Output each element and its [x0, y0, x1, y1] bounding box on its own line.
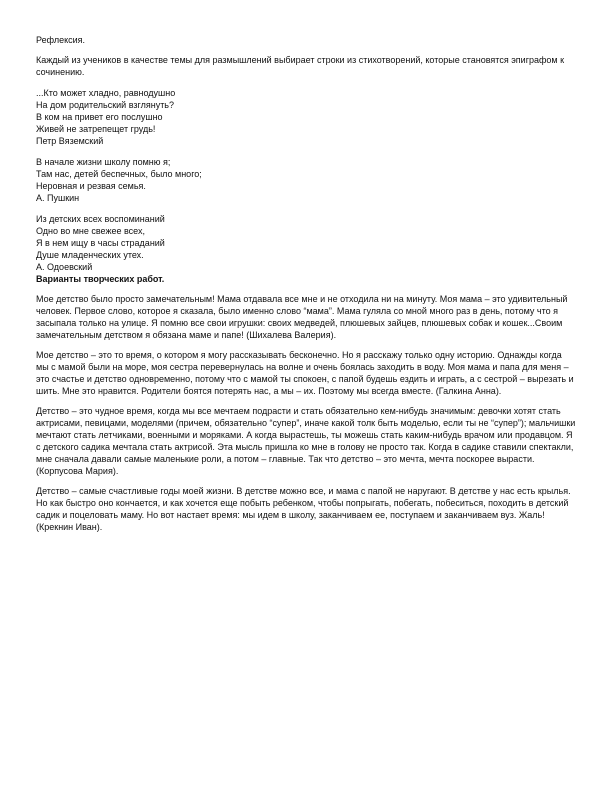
poem-odoevsky: [36, 213, 576, 273]
poem-pushkin: [36, 156, 576, 204]
poem-vyazemsky: [36, 87, 576, 147]
essay-paragraph: Мое детство – это то время, о котором я могу рассказывать бесконечно. Но я расскажу только одну историю. Однажды когда мы с мамой были на море, моя сестра перевернулась на волне и очень боялась заходить в воду. Моя мама и папа для меня – это счастье и детство одновременно, потому что с мамой ты спокоен, с папой будешь ездить и играть, а с сестрой – вырезать и шить. Мне это нравится. Родители боятся потерять нас, а мы – их. Поэтому мы всегда вместе. (Галкина Анна).: [36, 350, 574, 396]
poem-line: Живей не затрепещет грудь!: [36, 124, 156, 134]
poem-line: Я в нем ищу в часы страданий: [36, 238, 165, 248]
section-heading: Варианты творческих работ.: [36, 274, 165, 284]
document-body: [36, 34, 576, 541]
poem-author: А. Пушкин: [36, 193, 80, 203]
essay-paragraph: Детство – самые счастливые годы моей жизни. В детстве можно все, и мама с папой не наругают. В детстве у нас есть крылья. Но как быстро оно кончается, и как хочется еще побыть ребенком, чтобы попрыгать, побегать, побеситься, походить в детский садик и поцеловать маму. Но вот настает время: мы идем в школу, заканчиваем ее, поступаем и заканчиваем вуз. Жаль! (Крекнин Иван).: [36, 486, 571, 532]
poem-line: Душе младенческих утех.: [36, 250, 144, 260]
poem-line: На дом родительский взглянуть?: [36, 100, 175, 110]
intro-paragraph: Каждый из учеников в качестве темы для размышлений выбирает строки из стихотворений, которые становятся эпиграфом к сочинению.: [36, 55, 565, 77]
poem-author: А. Одоевский: [36, 262, 93, 272]
poem-line: Неровная и резвая семья.: [36, 181, 146, 191]
document-title: Рефлексия.: [36, 35, 86, 45]
essay-paragraph: Мое детство было просто замечательным! Мама отдавала все мне и не отходила ни на минуту. Моя мама – это удивительный человек. Первое слово, которое я сказала, было именно слово “мама”. Мама гуляла со мной много раз в день, потому что я засыпала только на улице. Я помню все свои игрушки: своих медведей, плюшевых зайцев, плюшевых собак и кошек...Своим замечательным детством я обязана маме и папе! (Шихалева Валерия).: [36, 294, 568, 340]
poem-author: Петр Вяземский: [36, 136, 104, 146]
poem-line: В начале жизни школу помню я;: [36, 157, 171, 167]
poem-line: Одно во мне свежее всех,: [36, 226, 145, 236]
poem-line: Из детских всех воспоминаний: [36, 214, 165, 224]
poem-line: ...Кто может хладно, равнодушно: [36, 88, 176, 98]
poem-line: В ком на привет его послушно: [36, 112, 163, 122]
essay-paragraph: Детство – это чудное время, когда мы все мечтаем подрасти и стать обязательно кем-нибудь значимым: девочки хотят стать актрисами, певицами, моделями (причем, обязательно “супер”, иначе какой толк быть моделью, если ты не “супер”); мальчишки мечтают стать летчиками, военными и моряками. А когда вырастешь, ты можешь стать каким-нибудь врачом или продавцом. Я с детского садика мечтала стать актрисой. Эта мысль пришла ко мне в голову не просто так. Когда в садике ставили спектакли, мне сначала давали самые маленькие роли, а потом – главные. Так что детство – это мечта, мечта поскорее вырасти. (Корпусова Мария).: [36, 406, 576, 476]
poem-line: Там нас, детей беспечных, было много;: [36, 169, 202, 179]
